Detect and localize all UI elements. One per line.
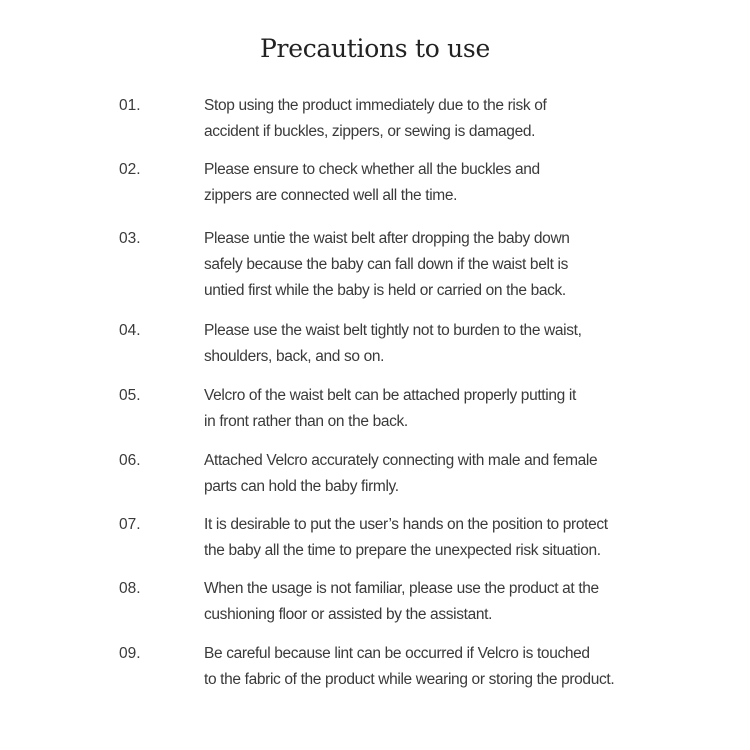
item-text-line: cushioning floor or assisted by the assistant. [204,606,493,623]
item-text [204,448,644,500]
item-text [204,576,644,628]
item-text-line: parts can hold the baby firmly. [204,478,399,495]
page-title: Precautions to use [260,34,490,63]
item-text [204,157,644,209]
item-text-line: untied first while the baby is held or carried on the back. [204,282,566,299]
item-text-line: Please use the waist belt tightly not to burden to the waist, [204,322,582,339]
item-text-line: zippers are connected well all the time. [204,187,458,204]
item-number: 06. [119,452,141,469]
item-text-line: When the usage is not familiar, please use the product at the [204,580,599,597]
item-number: 04. [119,322,141,339]
item-text-line: the baby all the time to prepare the unexpected risk situation. [204,542,601,559]
item-text-line: in front rather than on the back. [204,413,408,430]
item-text-line: Please ensure to check whether all the buckles and [204,161,540,178]
item-text-line: Attached Velcro accurately connecting with male and female [204,452,598,469]
item-text [204,226,644,304]
item-number: 08. [119,580,141,597]
item-text [204,318,644,370]
item-number: 03. [119,230,141,247]
item-number: 01. [119,97,141,114]
item-number: 02. [119,161,141,178]
item-text-line: It is desirable to put the user’s hands on the position to protect [204,516,608,533]
item-text [204,641,644,693]
item-text-line: to the fabric of the product while wearing or storing the product. [204,671,615,688]
item-text-line: Be careful because lint can be occurred if Velcro is touched [204,645,590,662]
item-text-line: Please untie the waist belt after dropping the baby down [204,230,570,247]
item-text [204,93,644,145]
item-text-line: shoulders, back, and so on. [204,348,385,365]
item-number: 07. [119,516,141,533]
item-number: 05. [119,387,141,404]
item-text-line: accident if buckles, zippers, or sewing is damaged. [204,123,536,140]
item-text [204,383,644,435]
item-number: 09. [119,645,141,662]
item-text [204,512,644,564]
item-text-line: Stop using the product immediately due to the risk of [204,97,547,114]
item-text-line: Velcro of the waist belt can be attached properly putting it [204,387,576,404]
item-text-line: safely because the baby can fall down if the waist belt is [204,256,568,273]
